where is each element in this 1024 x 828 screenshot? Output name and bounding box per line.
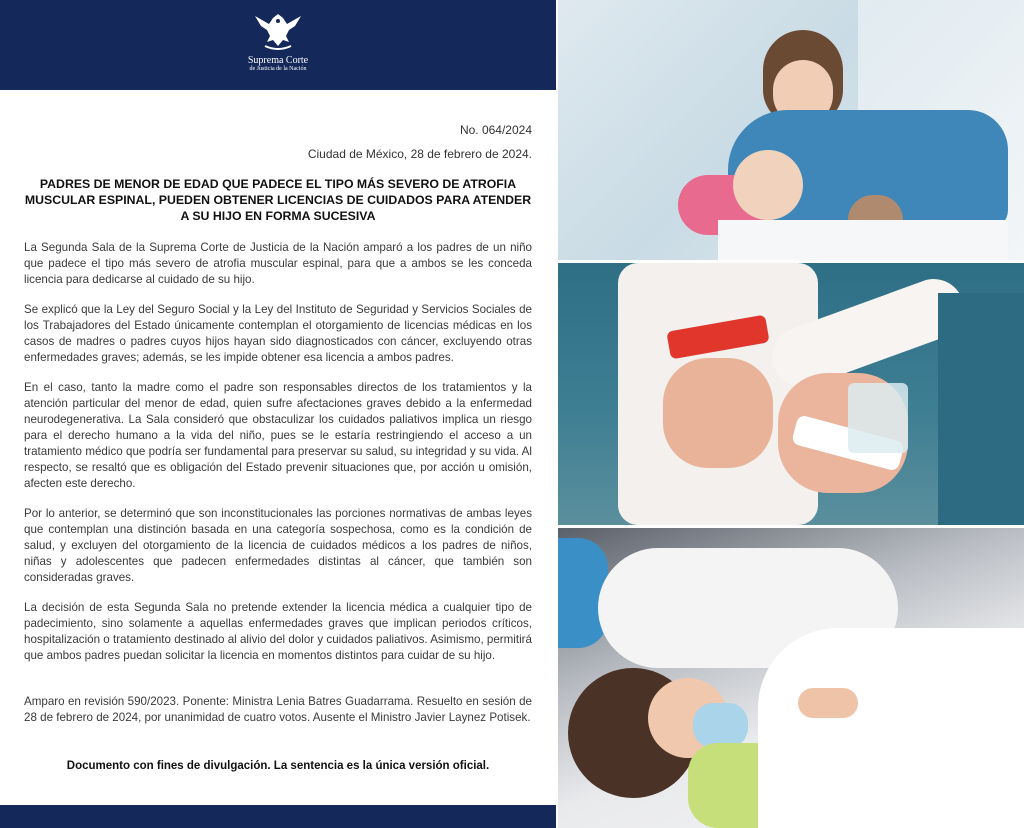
headline: PADRES DE MENOR DE EDAD QUE PADECE EL TIPO MÁS SEVERO DE ATROFIA MUSCULAR ESPINAL, PUEDEN OBTENER LICENCIAS DE CUIDADOS PARA ATENDER A SU HIJO EN FORMA SUCESIVA — [24, 177, 532, 223]
paragraph: Se explicó que la Ley del Seguro Social y la Ley del Instituto de Seguridad y Servicios Sociales de los Trabajadores del Estado únicamente contemplan el otorgamiento de licencias médicas en los casos de madres o padres cuyos hijos hayan sido diagnosticados con cáncer, excluyendo otras enfermedades graves; además, se les impide obtener esa licencia a ambos padres. — [24, 303, 532, 364]
org-name: Suprema Corte — [247, 55, 309, 66]
paragraph: Por lo anterior, se determinó que son inconstitucionales las porciones normativas de ambas leyes que contemplan una distinción basada en una categoría sospechosa, como es la condición de salud, y excluyen del otorgamiento de la licencia de cuidados médicos a los padres de niños, niñas y adolescentes que padecen enfermedades distintas al cáncer, que también son consideradas graves. — [24, 507, 532, 584]
photo-mother-with-sick-child — [558, 0, 1024, 260]
release-number: No. 064/2024 — [459, 123, 532, 137]
paragraph: Amparo en revisión 590/2023. Ponente: Ministra Lenia Batres Guadarrama. Resuelto en sesión de 28 de febrero de 2024, por unanimidad de cuatro votos. Ausente el Ministro Javier Laynez Potisek. — [24, 695, 532, 724]
paragraph: En el caso, tanto la madre como el padre son responsables directos de los tratamientos y la atención particular del menor de edad, quien sufre afectaciones graves debido a la enfermedad neurodegenerativa. La Sala consideró que obstaculizar los cuidados paliativos implica un riesgo para el derecho humano a la vida del niño, pues se le estaría restringiendo el acceso a un tratamiento médico que podría ser fundamental para preservar su salud, su integridad y su vida. Al respecto, se resaltó que es obligación del Estado prevenir situaciones que, por acción u omisión, afecten este derecho. — [24, 381, 532, 490]
photo-child-with-mask-in-bed — [558, 528, 1024, 828]
document-header — [0, 0, 556, 90]
paragraph: La Segunda Sala de la Suprema Corte de Justicia de la Nación amparó a los padres de un niño que padece el tipo más severo de atrofia muscular espinal, para que a ambos se les conceda licencia para dedicarse al cuidado de su hijo. — [24, 241, 532, 286]
disclaimer-note: Documento con fines de divulgación. La sentencia es la única versión oficial. — [66, 760, 490, 772]
scjn-logo — [243, 10, 313, 82]
paragraph: La decisión de esta Segunda Sala no pretende extender la licencia médica a cualquier tipo de padecimiento, sino solamente a aquellas enfermedades graves que implican periodos críticos, hospitalización o tratamiento destinado al alivio del dolor y cuidados paliativos. Asimismo, permitirá que ambos padres puedan solicitar la licencia en momentos distintos para cuidar de su hijo. — [24, 601, 532, 662]
document-footer-bar — [0, 805, 556, 828]
release-date: Ciudad de México, 28 de febrero de 2024. — [307, 147, 532, 161]
eagle-emblem-icon — [249, 10, 307, 52]
org-subtitle: de Justicia de la Nación — [249, 66, 307, 72]
photo-child-hands-iv — [558, 263, 1024, 525]
